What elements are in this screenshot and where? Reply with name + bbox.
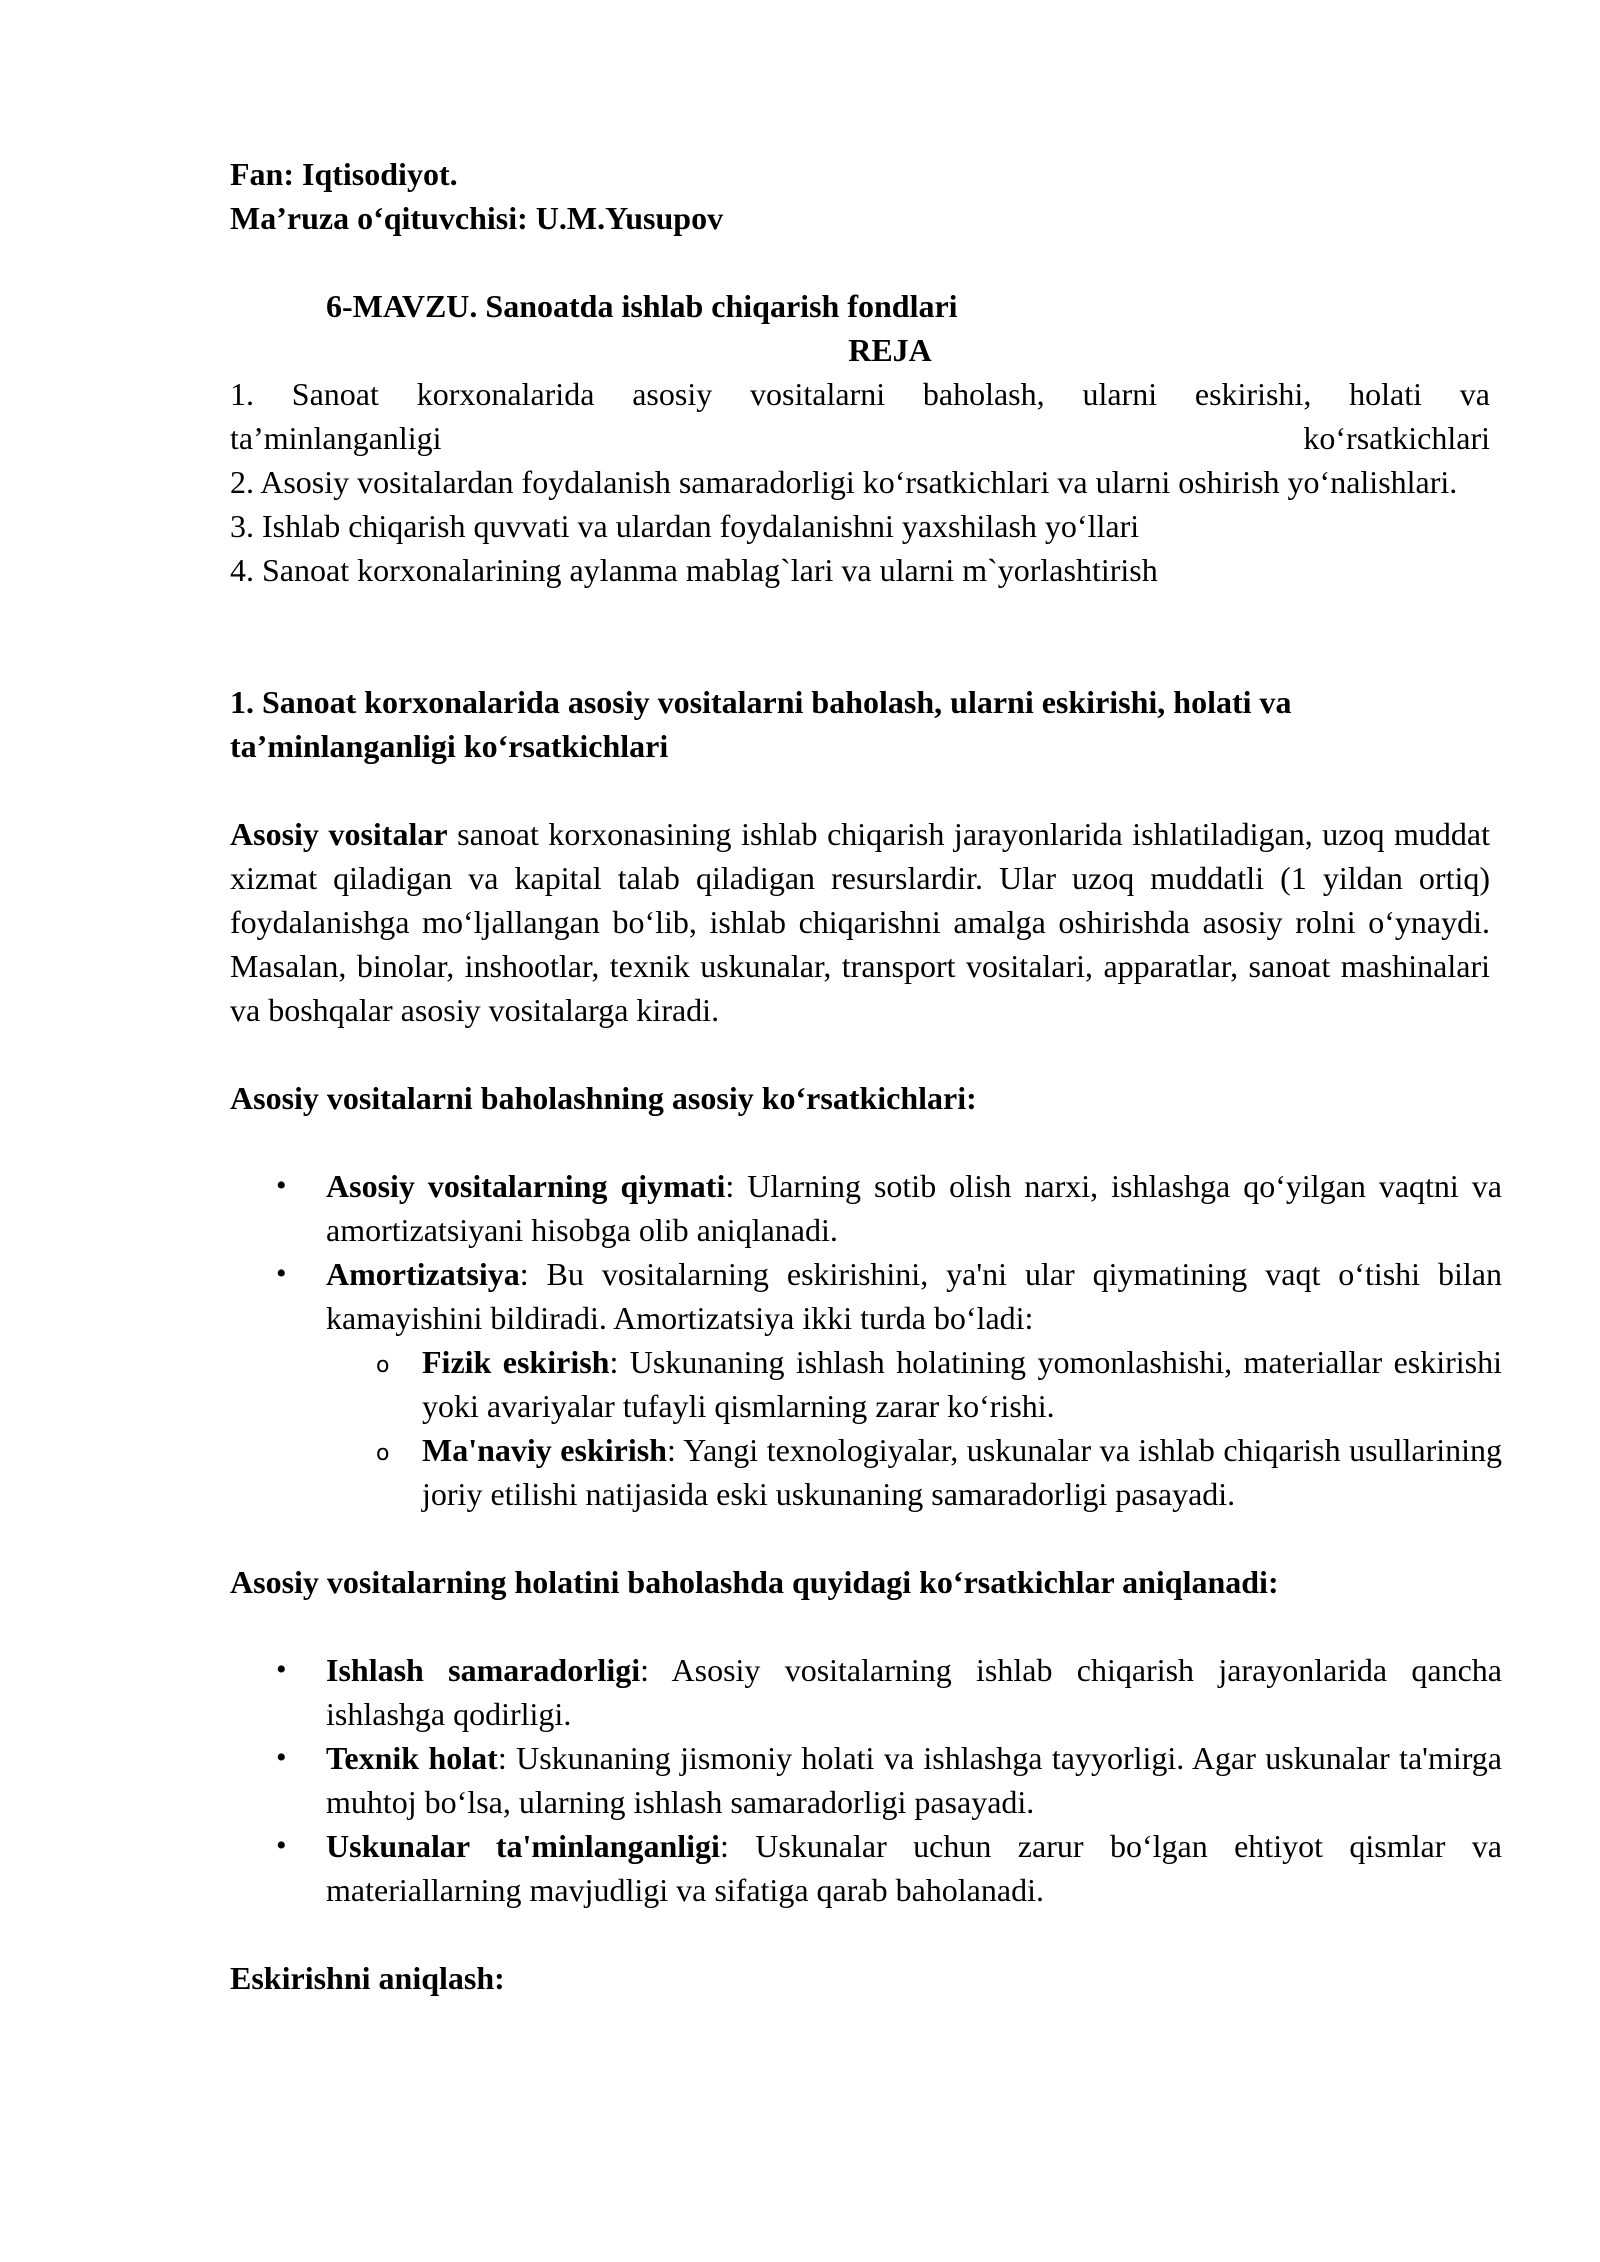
intro-text: sanoat korxonasining ishlab chiqarish jarayonlarida ishlatiladigan, uzoq muddat xizmat qiladigan va kapital talab qiladigan resurslardir. Ular uzoq muddatli (1 yildan ortiq) foydalanishga mo‘ljallangan bo‘lib, ishlab chiqarishni amalga oshirishda asosiy rolni o‘ynaydi. Masalan, binolar, inshootlar, texnik uskunalar, transport vositalari, apparatlar, sanoat mashinalari va boshqalar asosiy vositalarga kiradi. xyxy=(230,816,1491,1028)
list-item xyxy=(276,1824,1503,1912)
list-item xyxy=(276,1252,1503,1516)
plan-item-3: 3. Ishlab chiqarish quvvati va ulardan foydalanishni yaxshilash yo‘llari xyxy=(230,508,1140,544)
indicators-list xyxy=(230,1164,1502,1516)
intro-term: Asosiy vositalar xyxy=(230,816,448,852)
intro-paragraph xyxy=(230,812,1490,1032)
plan-item-1-right: ko‘rsatkichlari xyxy=(1303,420,1490,456)
plan-heading: REJA xyxy=(848,332,932,368)
document-page xyxy=(230,152,1503,2000)
condition-term: Texnik holat xyxy=(326,1740,498,1776)
list-item xyxy=(376,1340,1503,1428)
bullet-icon: • xyxy=(276,1829,287,1862)
circle-bullet-icon: o xyxy=(376,1441,390,1466)
subject-line: Fan: Iqtisodiyot. xyxy=(230,156,458,192)
plan-item-1-left: ta’minlanganligi xyxy=(230,420,442,456)
bullet-icon: • xyxy=(276,1741,287,1774)
list-item xyxy=(376,1428,1503,1516)
list-item xyxy=(276,1164,1502,1252)
subitem-term: Ma'naviy eskirish xyxy=(422,1432,667,1468)
plan-item-1-line-2 xyxy=(230,416,1490,460)
section-1-title: 1. Sanoat korxonalarida asosiy vositalarni baholash, ularni eskirishi, holati va ta’minlanganligi ko‘rsatkichlari xyxy=(230,684,1292,764)
plan-item-1-line-1: 1. Sanoat korxonalarida asosiy vositalarni baholash, ularni eskirishi, holati va xyxy=(230,376,1490,412)
condition-text: : Uskunalar uchun zarur bo‘lgan ehtiyot qismlar va materiallarning mavjudligi va sifatiga qarab baholanadi. xyxy=(326,1828,1503,1908)
plan-list xyxy=(230,372,1490,592)
lecturer-line: Ma’ruza o‘qituvchisi: U.M.Yusupov xyxy=(230,200,724,236)
subitem-text: : Yangi texnologiyalar, uskunalar va ishlab chiqarish usullarining joriy etilishi natijasida eski uskunaning samaradorligi pasayadi. xyxy=(422,1432,1503,1512)
subitem-text: : Uskunaning ishlash holatining yomonlashishi, materiallar eskirishi yoki avariyalar tufayli qismlarning zarar ko‘rishi. xyxy=(422,1344,1503,1424)
topic-title: 6-MAVZU. Sanoatda ishlab chiqarish fondlari xyxy=(326,288,958,324)
wear-heading: Eskirishni aniqlash: xyxy=(230,1960,505,1996)
bullet-icon: • xyxy=(276,1257,287,1290)
condition-heading: Asosiy vositalarning holatini baholashda quyidagi ko‘rsatkichlar aniqlanadi: xyxy=(230,1564,1279,1600)
plan-item-4: 4. Sanoat korxonalarining aylanma mablag`lari va ularni m`yorlashtirish xyxy=(230,552,1158,588)
indicators-heading: Asosiy vositalarni baholashning asosiy ko‘rsatkichlari: xyxy=(230,1080,977,1116)
indicator-term: Asosiy vositalarning qiymati xyxy=(326,1168,726,1204)
condition-text: : Asosiy vositalarning ishlab chiqarish jarayonlarida qancha ishlashga qodirligi. xyxy=(326,1652,1503,1732)
list-item xyxy=(276,1736,1503,1824)
plan-item-2: 2. Asosiy vositalardan foydalanish samaradorligi ko‘rsatkichlari va ularni oshirish yo‘nalishlari. xyxy=(230,464,1458,500)
conditions-list xyxy=(230,1648,1502,1912)
circle-bullet-icon: o xyxy=(376,1353,390,1378)
condition-term: Uskunalar ta'minlanganligi xyxy=(326,1828,720,1864)
subitem-term: Fizik eskirish xyxy=(422,1344,610,1380)
list-item xyxy=(276,1648,1503,1736)
condition-text: : Uskunaning jismoniy holati va ishlashga tayyorligi. Agar uskunalar ta'mirga muhtoj bo‘lsa, ularning ishlash samaradorligi pasayadi. xyxy=(326,1740,1503,1820)
bullet-icon: • xyxy=(276,1169,287,1202)
bullet-icon: • xyxy=(276,1653,287,1686)
indicator-term: Amortizatsiya xyxy=(326,1256,520,1292)
condition-term: Ishlash samaradorligi xyxy=(326,1652,641,1688)
amortization-types-list xyxy=(326,1340,1502,1516)
indicator-text: : Bu vositalarning eskirishini, ya'ni ular qiymatining vaqt o‘tishi bilan kamayishini bildiradi. Amortizatsiya ikki turda bo‘ladi: xyxy=(326,1256,1502,1336)
indicator-text: : Ularning sotib olish narxi, ishlashga qo‘yilgan vaqtni va amortizatsiyani hisobga olib aniqlanadi. xyxy=(326,1168,1502,1248)
